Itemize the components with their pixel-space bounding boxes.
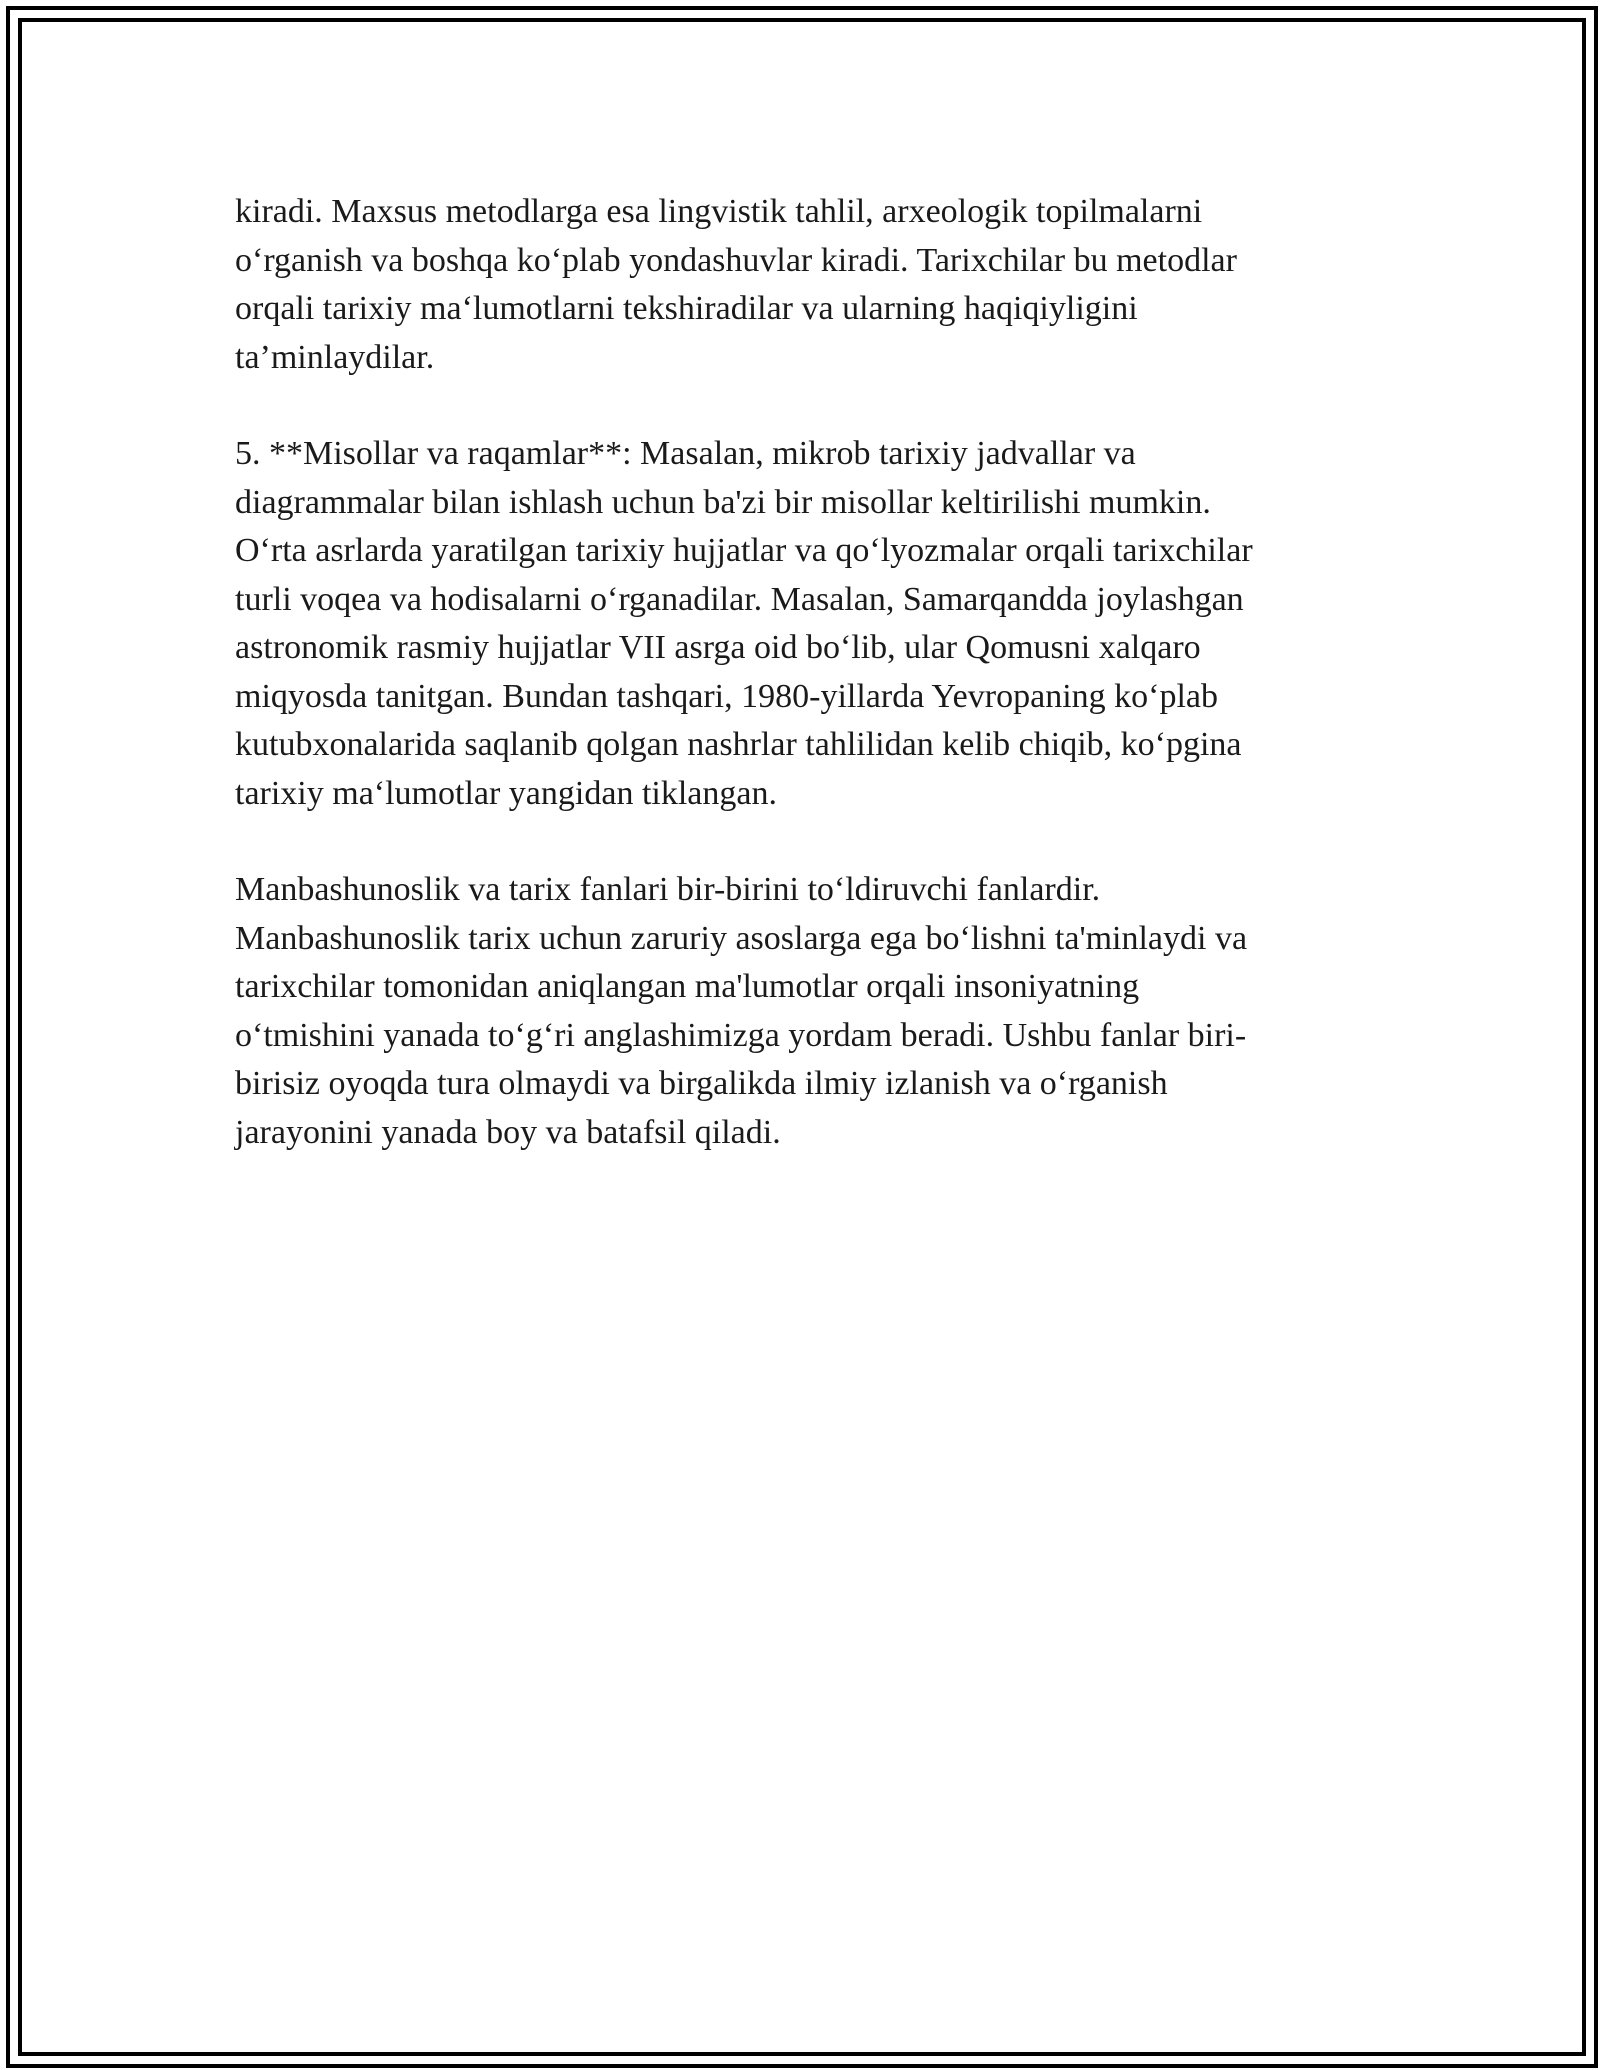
paragraph-conclusion (235, 866, 1355, 1157)
paragraph-methods (235, 188, 1355, 382)
text-line: birisiz oyoqda tura olmaydi va birgalikda ilmiy izlanish va o‘rganish (235, 1065, 1168, 1102)
text-line: Manbashunoslik tarix uchun zaruriy asoslarga ega bo‘lishni ta'minlaydi va (235, 919, 1248, 957)
text-line: miqyosda tanitgan. Bundan tashqari, 1980-yillarda Yevropaning ko‘plab (235, 677, 1218, 715)
text-line: o‘rganish va boshqa ko‘plab yondashuvlar kiradi. Tarixchilar bu metodlar (235, 241, 1237, 279)
text-line: turli voqea va hodisalarni o‘rganadilar. Masalan, Samarqandda joylashgan (235, 580, 1244, 618)
text-line: tarixchilar tomonidan aniqlangan ma'lumotlar orqali insoniyatning (235, 968, 1140, 1005)
text-line: kutubxonalarida saqlanib qolgan nashrlar tahlilidan kelib chiqib, ko‘pgina (235, 726, 1242, 763)
text-line: ta’minlaydilar. (235, 338, 435, 376)
text-line: Manbashunoslik va tarix fanlari bir-birini to‘ldiruvchi fanlardir. (235, 871, 1101, 908)
text-line: orqali tarixiy ma‘lumotlarni tekshiradilar va ularning haqiqiyligini (235, 290, 1138, 327)
text-line: o‘tmishini yanada to‘g‘ri anglashimizga yordam beradi. Ushbu fanlar biri- (235, 1016, 1247, 1054)
text-line: jarayonini yanada boy va batafsil qiladi. (235, 1113, 781, 1151)
text-line: kiradi. Maxsus metodlarga esa lingvistik tahlil, arxeologik topilmalarni (235, 193, 1203, 230)
document-body (235, 188, 1355, 1205)
text-line: O‘rta asrlarda yaratilgan tarixiy hujjatlar va qo‘lyozmalar orqali tarixchilar (235, 532, 1253, 569)
paragraph-examples (235, 430, 1355, 818)
text-line: diagrammalar bilan ishlash uchun ba'zi bir misollar keltirilishi mumkin. (235, 483, 1211, 521)
text-line: tarixiy ma‘lumotlar yangidan tiklangan. (235, 774, 777, 812)
text-line: astronomik rasmiy hujjatlar VII asrga oid bo‘lib, ular Qomusni xalqaro (235, 629, 1201, 666)
text-line: 5. **Misollar va raqamlar**: Masalan, mikrob tarixiy jadvallar va (235, 435, 1136, 472)
